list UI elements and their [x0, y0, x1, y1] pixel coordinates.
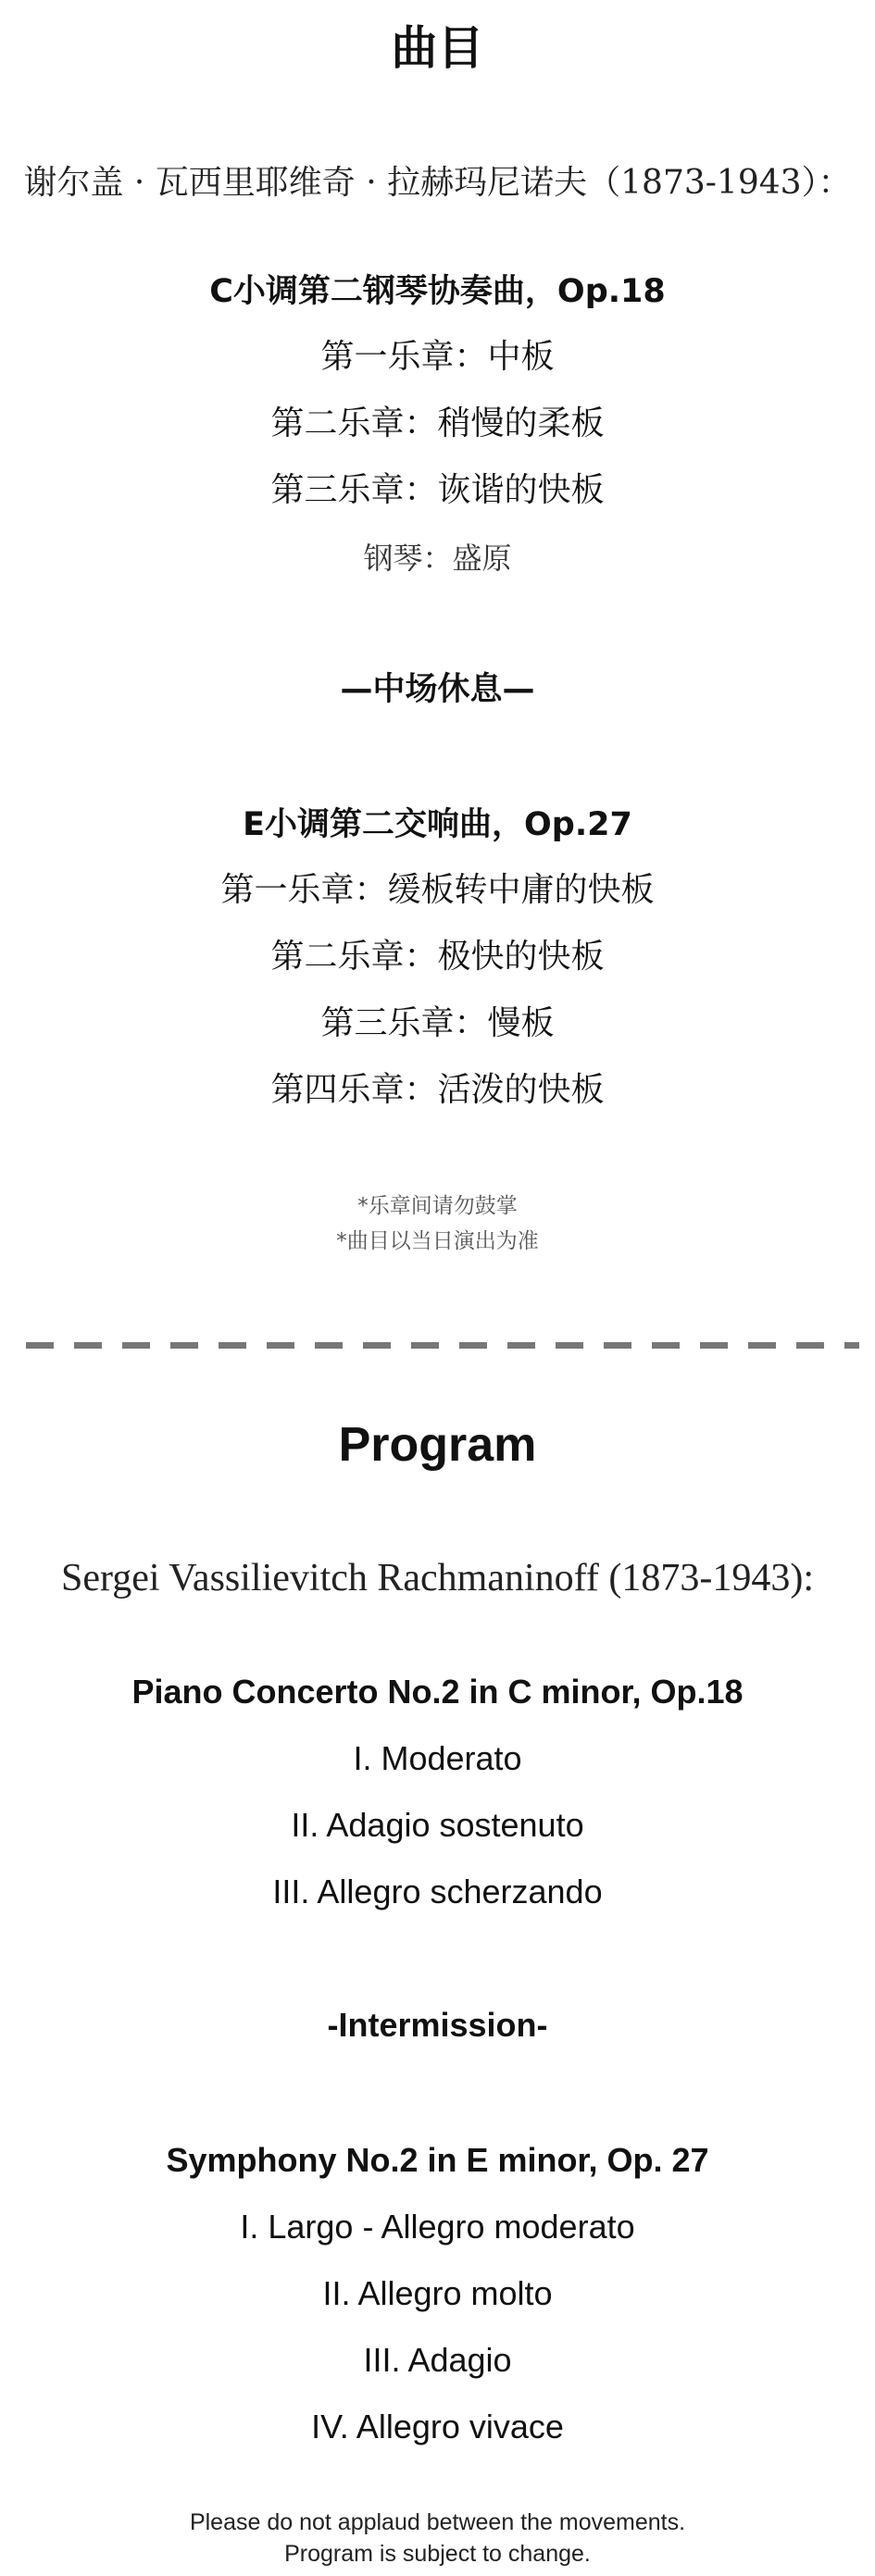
chinese-program-title: 曲目: [391, 21, 484, 75]
english-work2-title: Symphony No.2 in E minor, Op. 27: [166, 2141, 709, 2179]
english-note-applause: Please do not applaud between the movements.: [189, 2509, 686, 2535]
chinese-note-program-change: *曲目以当日演出为准: [336, 1229, 539, 1253]
chinese-work2-title: E小调第二交响曲，Op.27: [243, 806, 632, 843]
english-work1-movement-2: II. Adagio sostenuto: [291, 1806, 584, 1844]
english-intermission: -Intermission-: [327, 2006, 548, 2044]
english-work1-title: Piano Concerto No.2 in C minor, Op.18: [131, 1673, 744, 1711]
chinese-composer: 谢尔盖 · 瓦西里耶维奇 · 拉赫玛尼诺夫（1873-1943）：: [23, 164, 852, 202]
chinese-note-applause: *乐章间请勿鼓掌: [357, 1194, 518, 1218]
chinese-work1-movement-2: 第二乐章：稍慢的柔板: [270, 404, 605, 442]
english-program-title: Program: [338, 1418, 537, 1472]
chinese-work2-movement-4: 第四乐章：活泼的快板: [270, 1071, 605, 1109]
english-work2-movement-4: IV. Allegro vivace: [311, 2408, 564, 2445]
chinese-work2-movement-1: 第一乐章：缓板转中庸的快板: [220, 871, 655, 909]
chinese-work1-performer: 钢琴：盛原: [363, 541, 512, 576]
section-divider: [26, 1342, 859, 1349]
chinese-work2-movement-3: 第三乐章：慢板: [320, 1004, 555, 1042]
english-work2-movement-1: I. Largo - Allegro moderato: [240, 2208, 635, 2246]
english-composer: Sergei Vassilievitch Rachmaninoff (1873-1943):: [60, 1557, 815, 1599]
chinese-work1-movement-1: 第一乐章：中板: [320, 338, 555, 376]
chinese-work1-title: C小调第二钢琴协奏曲，Op.18: [209, 273, 666, 310]
english-note-program-change: Program is subject to change.: [284, 2541, 591, 2567]
chinese-work1-movement-3: 第三乐章：诙谐的快板: [270, 471, 605, 509]
english-work1-movement-3: III. Allegro scherzando: [272, 1873, 603, 1910]
english-work2-movement-3: III. Adagio: [363, 2341, 512, 2379]
chinese-intermission: —中场休息—: [340, 671, 535, 708]
english-work2-movement-2: II. Allegro molto: [322, 2274, 553, 2312]
chinese-work2-movement-2: 第二乐章：极快的快板: [270, 938, 605, 976]
english-work1-movement-1: I. Moderato: [353, 1739, 522, 1777]
